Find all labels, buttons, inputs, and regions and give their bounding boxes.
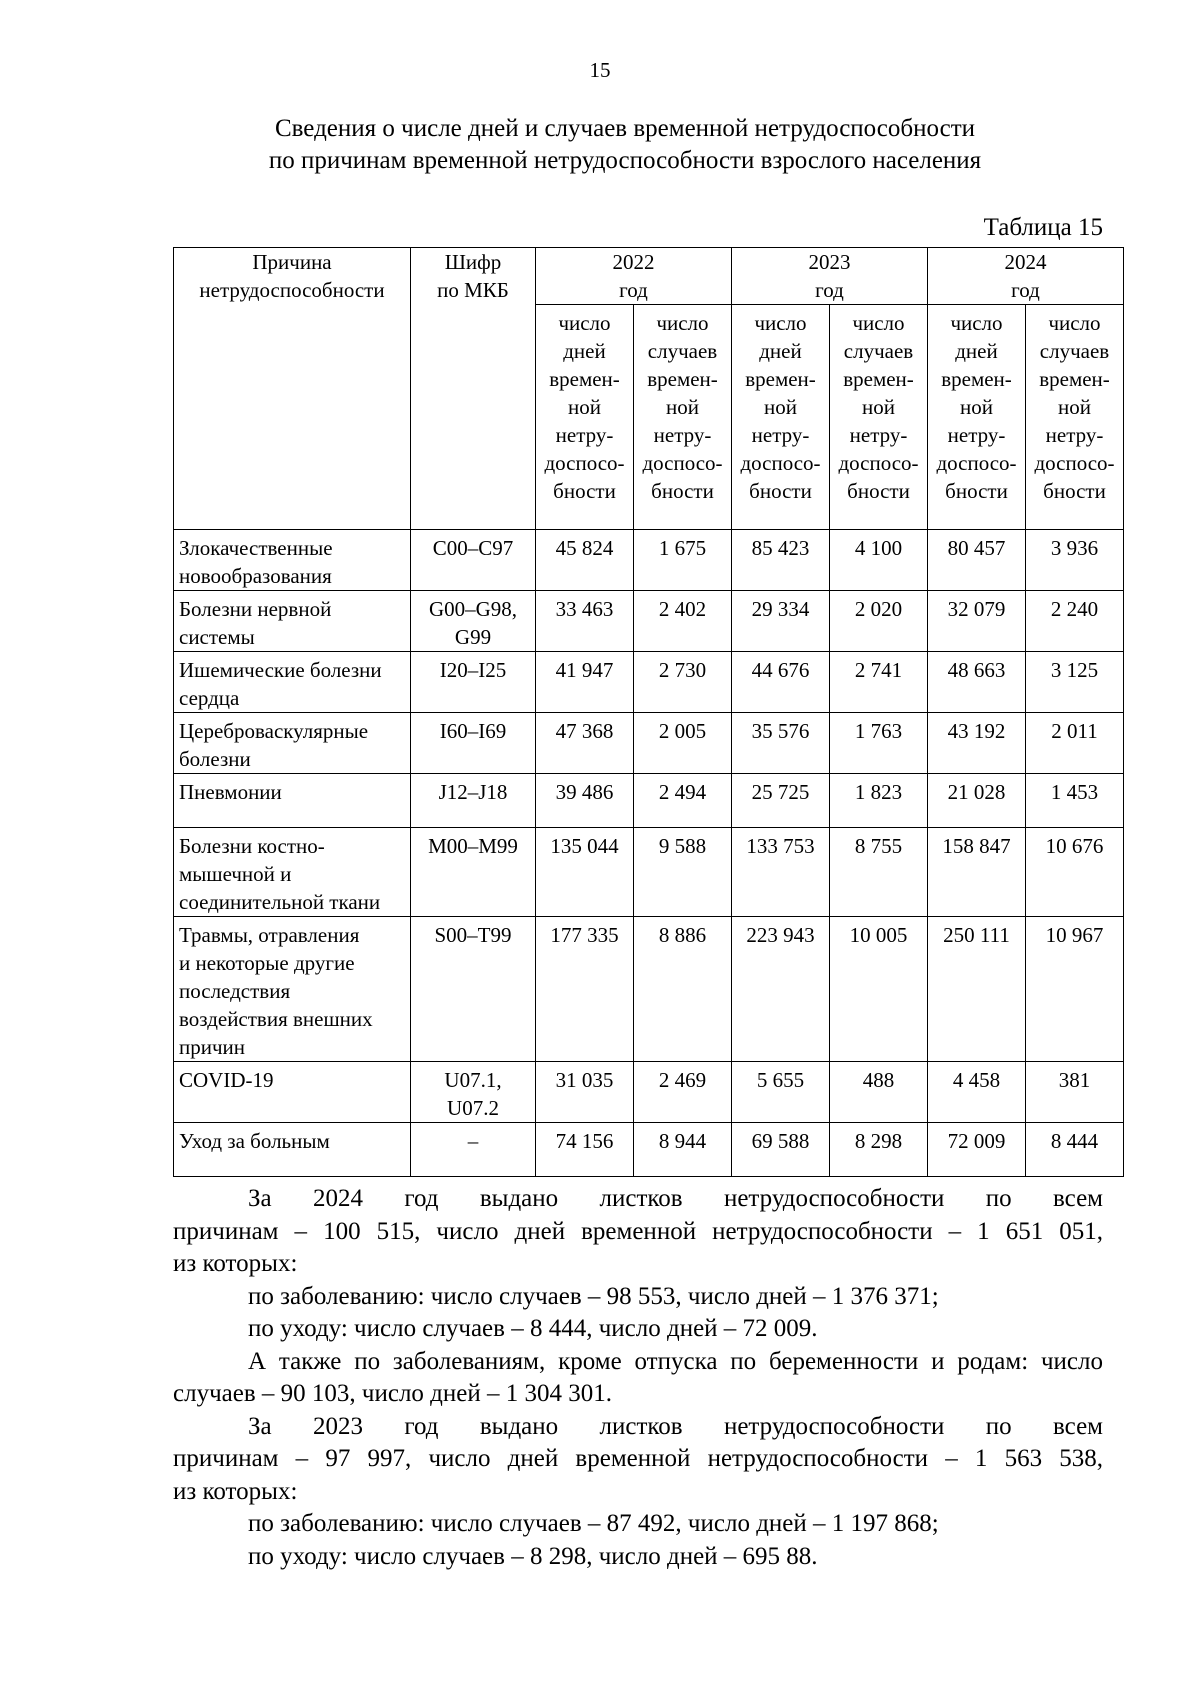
days-cell-text: 158 847 [942,834,1011,858]
days-cell [536,1123,634,1177]
table-row [174,828,1124,917]
header-text: число [656,311,709,335]
cases-cell-text: 1 675 [658,536,707,560]
icd-code-cell-text: J12–J18 [438,780,508,804]
paragraph: За 2023 год выдано листков нетрудоспособности по всем [248,1412,1103,1440]
days-cell [928,828,1026,917]
header-text: нетру- [751,423,810,447]
paragraph: причинам – 97 997, число дней временной нетрудоспособности – 1 563 538, [173,1445,1103,1472]
paragraph: по заболеванию: число случаев – 98 553, число дней – 1 376 371; [248,1282,939,1310]
icd-code-cell [411,774,536,828]
days-cell [536,917,634,1062]
cause-cell-text: болезни [179,747,251,771]
cases-cell [1026,774,1124,828]
days-cell [536,652,634,713]
table-row [174,1062,1124,1123]
days-cell [928,530,1026,591]
document-title [170,113,1080,177]
header-text: нетру- [555,423,614,447]
cases-cell-text: 2 402 [658,597,707,621]
days-cell-text: 135 044 [550,834,619,858]
paragraph: А также по заболеваниям, кроме отпуска по беременности и родам: число [248,1347,1103,1375]
cases-cell [634,774,732,828]
days-cell-text: 45 824 [555,536,614,560]
cases-cell [830,1123,928,1177]
cause-cell-text: Болезни костно- [179,834,325,858]
cause-cell-text: Пневмонии [179,780,282,804]
days-cell-text: 85 423 [751,536,810,560]
icd-code-cell-text: – [467,1129,479,1153]
icd-code-cell [411,652,536,713]
days-cell-text: 250 111 [943,923,1010,947]
table-label: Таблица 15 [983,214,1103,241]
table-row [174,530,1124,591]
table-row [174,591,1124,652]
header-days [536,305,634,530]
header-text: 2024 [1004,250,1047,274]
cases-cell [1026,828,1124,917]
days-cell-text: 4 458 [952,1068,1001,1092]
cause-cell-text: системы [179,625,255,649]
days-cell-text: 21 028 [947,780,1006,804]
header-text: ной [666,395,699,419]
days-cell [732,828,830,917]
cases-cell-text: 8 944 [658,1129,707,1153]
header-text: год [815,278,844,302]
cases-cell [1026,713,1124,774]
icd-code-cell [411,917,536,1062]
header-text: число [950,311,1003,335]
header-text: ной [568,395,601,419]
icd-code-cell-text: G00–G98, [428,597,518,621]
icd-code-cell-text: S00–T99 [434,923,512,947]
header-text: доспосо- [1034,451,1115,475]
cases-cell-text: 10 005 [849,923,908,947]
table-row [174,713,1124,774]
days-cell [928,713,1026,774]
cases-cell [634,530,732,591]
cases-cell-text: 2 240 [1050,597,1099,621]
header-text: нетру- [1045,423,1104,447]
days-cell [732,652,830,713]
header-cases [1026,305,1124,530]
days-cell-text: 25 725 [751,780,810,804]
cases-cell [830,774,928,828]
icd-code-cell-text: U07.2 [447,1096,499,1120]
cases-cell [1026,652,1124,713]
header-text: ной [960,395,993,419]
header-text: Причина [252,250,332,274]
header-text: число [558,311,611,335]
days-cell-text: 72 009 [947,1129,1006,1153]
days-cell-text: 223 943 [746,923,815,947]
header-days [732,305,830,530]
header-text: времен- [549,367,620,391]
header-code [411,248,536,530]
cases-cell-text: 2 494 [658,780,707,804]
header-text: бности [553,479,616,503]
days-cell [732,713,830,774]
data-table [173,247,1124,1177]
header-text: ной [862,395,895,419]
header-text: дней [955,339,998,363]
cause-cell [174,591,411,652]
days-cell [536,530,634,591]
cases-cell [830,591,928,652]
icd-code-cell [411,713,536,774]
cases-cell [1026,1123,1124,1177]
cause-cell-text: воздействия внешних [179,1007,373,1031]
icd-code-cell-text: I20–I25 [439,658,507,682]
cause-cell-text: Цереброваскулярные [179,719,369,743]
header-text: бности [1043,479,1106,503]
days-cell-text: 31 035 [555,1068,614,1092]
days-cell [536,591,634,652]
cases-cell [830,828,928,917]
header-text: дней [563,339,606,363]
cases-cell-text: 9 588 [658,834,707,858]
header-text: времен- [941,367,1012,391]
cases-cell [634,652,732,713]
header-text: случаев [1039,339,1110,363]
days-cell-text: 47 368 [555,719,614,743]
cause-cell-text: сердца [179,686,240,710]
cases-cell-text: 8 755 [854,834,903,858]
cases-cell-text: 2 730 [658,658,707,682]
icd-code-cell [411,1062,536,1123]
days-cell-text: 32 079 [947,597,1006,621]
days-cell [732,1123,830,1177]
cases-cell [830,713,928,774]
header-text: нетрудоспособности [199,278,385,302]
cases-cell-text: 381 [1058,1068,1091,1092]
cause-cell-text: причин [179,1035,246,1059]
cases-cell [634,1062,732,1123]
cases-cell [634,917,732,1062]
table-row [174,652,1124,713]
days-cell [928,774,1026,828]
header-text: случаев [647,339,718,363]
days-cell [928,917,1026,1062]
header-text: бности [847,479,910,503]
cause-cell-text: COVID-19 [179,1068,274,1092]
days-cell [536,828,634,917]
cause-cell [174,1062,411,1123]
cause-cell [174,530,411,591]
cases-cell-text: 1 823 [854,780,903,804]
cases-cell-text: 10 676 [1045,834,1104,858]
header-cause [174,248,411,530]
header-text: число [754,311,807,335]
header-text: 2022 [612,250,655,274]
header-text: год [619,278,648,302]
days-cell [536,713,634,774]
days-cell-text: 133 753 [746,834,815,858]
cause-cell-text: новообразования [179,564,332,588]
cases-cell-text: 4 100 [854,536,903,560]
cases-cell-text: 8 298 [854,1129,903,1153]
days-cell [928,591,1026,652]
days-cell [732,917,830,1062]
cause-cell-text: мышечной и [179,862,292,886]
cases-cell [634,591,732,652]
cases-cell-text: 3 125 [1050,658,1099,682]
header-text: нетру- [849,423,908,447]
cause-cell-text: последствия [179,979,291,1003]
header-text: времен- [647,367,718,391]
days-cell-text: 44 676 [751,658,810,682]
days-cell-text: 41 947 [555,658,614,682]
page-number: 15 [589,58,611,82]
cause-cell-text: соединительной ткани [179,890,381,914]
icd-code-cell [411,828,536,917]
cases-cell-text: 3 936 [1050,536,1099,560]
days-cell [536,1062,634,1123]
cases-cell-text: 8 444 [1050,1129,1099,1153]
header-text: доспосо- [642,451,723,475]
cause-cell [174,652,411,713]
paragraph: из которых: [173,1250,298,1277]
icd-code-cell-text: G99 [454,625,492,649]
cases-cell-text: 1 763 [854,719,903,743]
header-text: 2023 [808,250,851,274]
paragraph: по уходу: число случаев – 8 444, число дней – 72 009. [248,1315,818,1342]
header-text: число [852,311,905,335]
header-text: число [1048,311,1101,335]
icd-code-cell-text: U07.1, [444,1068,502,1092]
icd-code-cell [411,1123,536,1177]
paragraph: из которых: [173,1477,298,1505]
header-text: доспосо- [838,451,919,475]
cases-cell [830,917,928,1062]
table-body [174,530,1124,1177]
cause-cell-text: Злокачественные [179,536,333,560]
header-year-2022 [536,248,732,305]
icd-code-cell [411,530,536,591]
days-cell [732,591,830,652]
header-text: Шифр [444,250,502,274]
paragraph: по заболеванию: число случаев – 87 492, число дней – 1 197 868; [248,1510,939,1537]
table-row [174,1123,1124,1177]
header-text: бности [749,479,812,503]
cases-cell [634,828,732,917]
header-year-2023 [732,248,928,305]
paragraph: случаев – 90 103, число дней – 1 304 301. [173,1380,612,1407]
title-line: по причинам временной нетрудоспособности взрослого населения [268,147,982,174]
header-text: дней [759,339,802,363]
header-text: нетру- [653,423,712,447]
header-text: бности [651,479,714,503]
cases-cell-text: 2 005 [658,719,707,743]
header-text: ной [764,395,797,419]
cases-cell-text: 2 011 [1051,719,1098,743]
paragraph: причинам – 100 515, число дней временной нетрудоспособности – 1 651 051, [173,1217,1103,1245]
days-cell-text: 5 655 [756,1068,805,1092]
days-cell-text: 29 334 [751,597,810,621]
header-year-2024 [928,248,1124,305]
cases-cell [1026,591,1124,652]
cases-cell [1026,1062,1124,1123]
header-text: бности [945,479,1008,503]
cause-cell-text: и некоторые другие [179,951,355,975]
cases-cell-text: 488 [862,1068,895,1092]
cause-cell-text: Болезни нервной [179,597,332,621]
header-text: случаев [843,339,914,363]
days-cell [928,1123,1026,1177]
days-cell [732,1062,830,1123]
table-row [174,774,1124,828]
cases-cell-text: 10 967 [1045,923,1104,947]
header-text: нетру- [947,423,1006,447]
cases-cell-text: 2 469 [658,1068,707,1092]
cases-cell-text: 2 741 [854,658,903,682]
cause-cell [174,828,411,917]
header-text: времен- [1039,367,1110,391]
header-text: по МКБ [437,278,509,302]
days-cell-text: 39 486 [555,780,614,804]
cause-cell [174,774,411,828]
header-text: год [1011,278,1040,302]
cause-cell-text: Ишемические болезни [179,658,382,682]
days-cell-text: 43 192 [947,719,1006,743]
days-cell [928,1062,1026,1123]
days-cell-text: 33 463 [555,597,614,621]
cases-cell-text: 1 453 [1050,780,1099,804]
days-cell [536,774,634,828]
cases-cell-text: 2 020 [854,597,903,621]
header-text: доспосо- [544,451,625,475]
days-cell-text: 80 457 [947,536,1006,560]
icd-code-cell-text: I60–I69 [439,719,507,743]
icd-code-cell-text: M00–M99 [428,834,518,858]
body-text [173,1183,1103,1573]
cases-cell [634,1123,732,1177]
cases-cell [830,530,928,591]
header-cases [634,305,732,530]
cause-cell-text: Травмы, отравления [179,923,360,947]
header-text: доспосо- [936,451,1017,475]
header-cases [830,305,928,530]
cases-cell [1026,917,1124,1062]
cases-cell [634,713,732,774]
cause-cell-text: Уход за больным [179,1129,330,1153]
days-cell-text: 69 588 [751,1129,810,1153]
header-text: ной [1058,395,1091,419]
header-text: времен- [745,367,816,391]
cases-cell [830,1062,928,1123]
paragraph: За 2024 год выдано листков нетрудоспособности по всем [248,1185,1103,1212]
header-text: времен- [843,367,914,391]
header-days [928,305,1026,530]
cases-cell [830,652,928,713]
cause-cell [174,917,411,1062]
table-row [174,917,1124,1062]
icd-code-cell [411,591,536,652]
days-cell [732,774,830,828]
title-line: Сведения о числе дней и случаев временной нетрудоспособности [274,115,976,142]
header-text: доспосо- [740,451,821,475]
paragraph: по уходу: число случаев – 8 298, число дней – 695 88. [248,1542,818,1570]
days-cell-text: 74 156 [555,1129,614,1153]
days-cell-text: 177 335 [550,923,619,947]
cases-cell [1026,530,1124,591]
icd-code-cell-text: С00–С97 [432,536,514,560]
days-cell-text: 48 663 [947,658,1006,682]
cause-cell [174,1123,411,1177]
cases-cell-text: 8 886 [658,923,707,947]
days-cell [732,530,830,591]
days-cell [928,652,1026,713]
days-cell-text: 35 576 [751,719,810,743]
cause-cell [174,713,411,774]
